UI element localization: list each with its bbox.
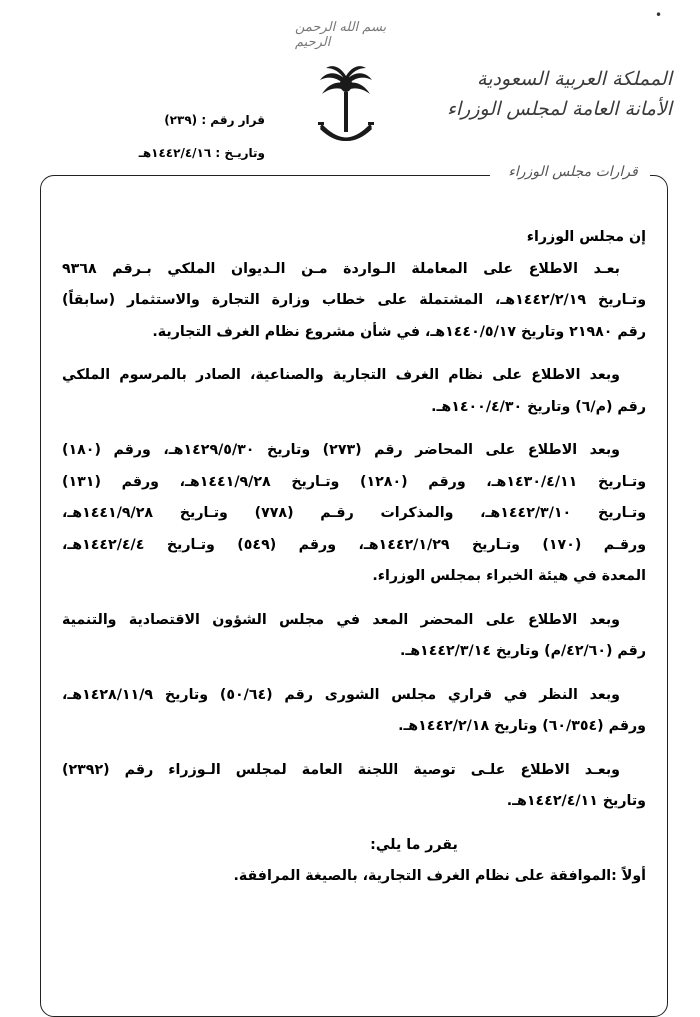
body-line: وبعد الاطلاع على المحضر المعد في مجلس الشؤون الاقتصادية والتنمية [62,611,620,628]
body-line: وبعد النظر في قراري مجلس الشورى رقم (٥٠/٦٤) وتاريخ ١٤٢٨/١١/٩هـ، [62,686,620,703]
body-line: وتـاريخ ١٤٣٠/٤/١١هـ، ورقم (١٢٨٠) وتـاريخ ١٤٤١/٩/٢٨هـ، ورقم (١٣١) [62,473,646,490]
body-line: رقم ٢١٩٨٠ وتاريخ ١٤٤٠/٥/١٧هـ، في شأن مشروع نظام الغرف التجارية. [152,323,646,340]
body-line: إن مجلس الوزراء [526,229,646,245]
basmala-calligraphy: بسم الله الرحمن الرحيم [295,20,387,50]
corner-mark: • [655,8,663,22]
body-line: ورقم (٦٠/٣٥٤) وتاريخ ١٤٤٢/٢/١٨هـ. [398,718,646,734]
saudi-emblem-icon [318,62,374,152]
body-line: ورقـم (١٧٠) وتـاريخ ١٤٤٢/١/٢٩هـ، ورقم (٥٤٩) وتـاريخ ١٤٤٢/٤/٤هـ، [62,536,646,553]
body-line: وتـاريخ ١٤٤٢/٢/١٩هـ، المشتملة على خطاب وزارة التجارة والاستثمار (سابقاً) [62,292,646,308]
body-line: المعدة في هيئة الخبراء بمجلس الوزراء. [372,568,646,584]
decision-body [62,222,646,893]
decision-number: قرار رقم : (٢٣٩) [164,113,265,127]
body-line: وتاريخ ١٤٤٢/٤/١١هـ. [506,793,646,809]
body-line: بعـد الاطلاع على المعاملة الـواردة مـن الـديوان الملكي بـرقم ٩٣٦٨ [62,260,620,277]
first-resolution: أولاً :الموافقة على نظام الغرف التجارية، بالصيغة المرافقة. [233,868,646,884]
body-line: رقم (٤٢/٦٠/م) وتاريخ ١٤٤٢/٣/١٤هـ. [399,643,646,659]
body-line: وبعد الاطلاع على نظام الغرف التجارية والصناعية، الصادر بالمرسوم الملكي [62,367,620,383]
secretariat-title: الأمانة العامة لمجلس الوزراء [446,98,672,120]
council-decisions-caption: قرارات مجلس الوزراء [508,164,638,180]
body-line: وتـاريخ ١٤٤٢/٣/١٠هـ، والمذكرات رقـم (٧٧٨) وتـاريخ ١٤٤١/٩/٢٨هـ، [62,505,646,521]
resolution-heading: يقرر ما يلي: [370,836,458,853]
decision-date: وتاريـخ : ١٤٤٢/٤/١٦هـ [138,146,265,160]
kingdom-title: المملكة العربية السعودية [477,68,672,90]
body-line: وبعـد الاطلاع علـى توصية اللجنة العامة لمجلس الـوزراء رقم (٢٣٩٢) [62,761,620,778]
body-line: وبعد الاطلاع على المحاضر رقم (٢٧٣) وتاريخ ١٤٢٩/٥/٣٠هـ، ورقم (١٨٠) [62,442,620,458]
body-line: رقم (م/٦) وتاريخ ١٤٠٠/٤/٣٠هـ. [431,398,646,415]
letterhead-right [446,64,672,124]
decision-info [95,104,265,170]
